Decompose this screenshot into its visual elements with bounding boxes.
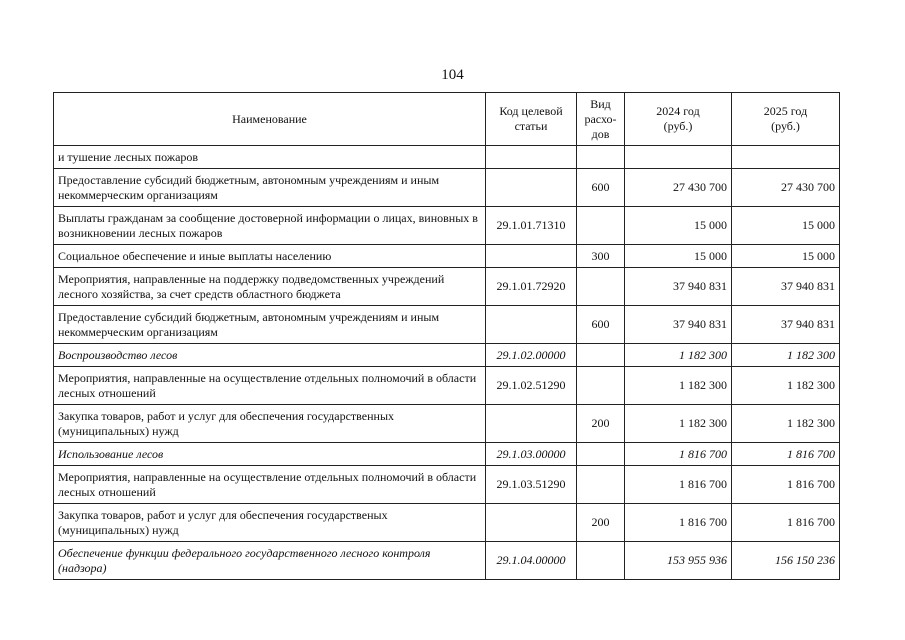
header-2025: 2025 год (руб.) xyxy=(732,93,840,146)
cell-name: Мероприятия, направленные на поддержку подведомственных учреждений лесного хозяйства, за счет средств областного бюджета xyxy=(54,268,486,306)
cell-code: 29.1.02.00000 xyxy=(486,344,577,367)
cell-code: 29.1.02.51290 xyxy=(486,367,577,405)
table-row xyxy=(54,542,840,580)
cell-code: 29.1.01.71310 xyxy=(486,207,577,245)
cell-name: Воспроизводство лесов xyxy=(54,344,486,367)
header-type: Вид расхо- дов xyxy=(577,93,625,146)
cell-2024: 1 816 700 xyxy=(625,504,732,542)
table-row xyxy=(54,504,840,542)
table-row xyxy=(54,466,840,504)
cell-2025: 1 816 700 xyxy=(732,466,840,504)
cell-code xyxy=(486,405,577,443)
header-2024: 2024 год (руб.) xyxy=(625,93,732,146)
table-row xyxy=(54,169,840,207)
cell-2024: 37 940 831 xyxy=(625,268,732,306)
cell-2025: 1 182 300 xyxy=(732,344,840,367)
cell-type: 200 xyxy=(577,504,625,542)
cell-2024: 1 182 300 xyxy=(625,405,732,443)
cell-type: 300 xyxy=(577,245,625,268)
cell-2025: 1 816 700 xyxy=(732,443,840,466)
table-row xyxy=(54,245,840,268)
cell-type xyxy=(577,344,625,367)
cell-name: Закупка товаров, работ и услуг для обеспечения государственых (муниципальных) нужд xyxy=(54,504,486,542)
cell-type: 200 xyxy=(577,405,625,443)
cell-2024: 15 000 xyxy=(625,245,732,268)
table-row xyxy=(54,405,840,443)
cell-type xyxy=(577,367,625,405)
header-code: Код целевой статьи xyxy=(486,93,577,146)
cell-2025 xyxy=(732,146,840,169)
table-header-row xyxy=(54,93,840,146)
cell-type xyxy=(577,268,625,306)
budget-table xyxy=(53,92,840,580)
cell-2025: 1 816 700 xyxy=(732,504,840,542)
cell-name: и тушение лесных пожаров xyxy=(54,146,486,169)
cell-name: Закупка товаров, работ и услуг для обеспечения государственных (муниципальных) нужд xyxy=(54,405,486,443)
cell-2024 xyxy=(625,146,732,169)
cell-2025: 27 430 700 xyxy=(732,169,840,207)
cell-2024: 37 940 831 xyxy=(625,306,732,344)
header-name: Наименование xyxy=(54,93,486,146)
cell-code: 29.1.03.00000 xyxy=(486,443,577,466)
table-row xyxy=(54,306,840,344)
cell-code xyxy=(486,169,577,207)
cell-code xyxy=(486,245,577,268)
cell-code xyxy=(486,146,577,169)
cell-type xyxy=(577,207,625,245)
cell-2025: 37 940 831 xyxy=(732,268,840,306)
table-row xyxy=(54,344,840,367)
cell-2024: 153 955 936 xyxy=(625,542,732,580)
cell-2024: 27 430 700 xyxy=(625,169,732,207)
cell-name: Мероприятия, направленные на осуществление отдельных полномочий в области лесных отношений xyxy=(54,367,486,405)
cell-code xyxy=(486,306,577,344)
cell-type xyxy=(577,443,625,466)
cell-type: 600 xyxy=(577,306,625,344)
cell-2025: 1 182 300 xyxy=(732,405,840,443)
cell-type xyxy=(577,542,625,580)
cell-name: Мероприятия, направленные на осуществление отдельных полномочий в области лесных отношений xyxy=(54,466,486,504)
cell-name: Выплаты гражданам за сообщение достоверной информации о лицах, виновных в возникновении лесных пожаров xyxy=(54,207,486,245)
cell-name: Предоставление субсидий бюджетным, автономным учреждениям и иным некоммерческим организациям xyxy=(54,169,486,207)
cell-name: Социальное обеспечение и иные выплаты населению xyxy=(54,245,486,268)
table-row xyxy=(54,268,840,306)
cell-2025: 1 182 300 xyxy=(732,367,840,405)
cell-2025: 156 150 236 xyxy=(732,542,840,580)
cell-2025: 15 000 xyxy=(732,207,840,245)
cell-code: 29.1.03.51290 xyxy=(486,466,577,504)
table-row xyxy=(54,146,840,169)
table-row xyxy=(54,207,840,245)
cell-code: 29.1.04.00000 xyxy=(486,542,577,580)
cell-2025: 15 000 xyxy=(732,245,840,268)
cell-2025: 37 940 831 xyxy=(732,306,840,344)
cell-name: Обеспечение функции федерального государственного лесного контроля (надзора) xyxy=(54,542,486,580)
cell-2024: 1 816 700 xyxy=(625,466,732,504)
cell-type xyxy=(577,466,625,504)
cell-code xyxy=(486,504,577,542)
cell-2024: 1 182 300 xyxy=(625,344,732,367)
cell-code: 29.1.01.72920 xyxy=(486,268,577,306)
cell-2024: 1 816 700 xyxy=(625,443,732,466)
table-row xyxy=(54,443,840,466)
cell-name: Предоставление субсидий бюджетным, автономным учреждениям и иным некоммерческим организациям xyxy=(54,306,486,344)
cell-2024: 1 182 300 xyxy=(625,367,732,405)
table-row xyxy=(54,367,840,405)
cell-type xyxy=(577,146,625,169)
cell-name: Использование лесов xyxy=(54,443,486,466)
page-number: 104 xyxy=(441,67,464,83)
cell-type: 600 xyxy=(577,169,625,207)
cell-2024: 15 000 xyxy=(625,207,732,245)
